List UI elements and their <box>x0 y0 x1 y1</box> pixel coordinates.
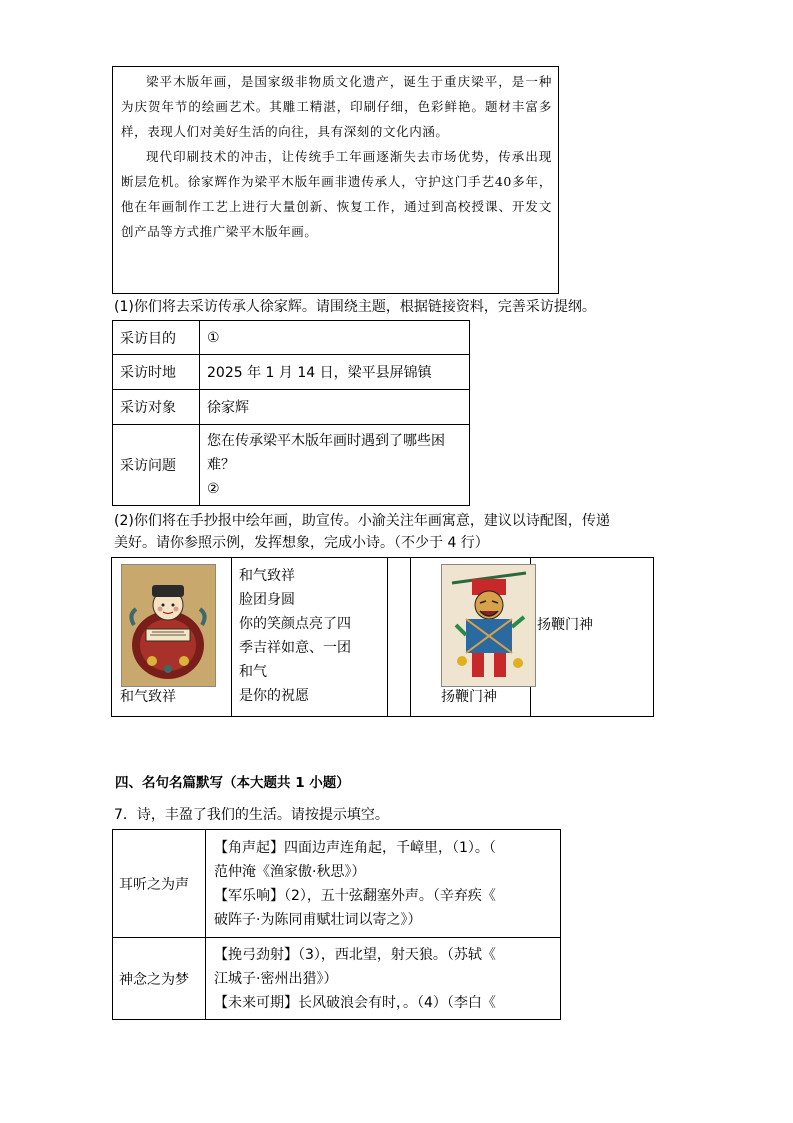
row-value: 徐家辉 <box>200 390 470 425</box>
question-1-prompt: (1)你们将去采访传承人徐家辉。请围绕主题，根据链接资料，完善采访提纲。 <box>114 299 596 315</box>
row-label: 采访目的 <box>113 321 200 355</box>
row-label: 神念之为梦 <box>113 938 206 1020</box>
row-label: 采访问题 <box>113 425 200 506</box>
dictation-line: 破阵子·为陈同甫赋壮词以寄之》） <box>214 911 422 928</box>
example-poem-line: 季吉祥如意、一团 <box>239 640 351 656</box>
example-poem-line: 你的笑颜点亮了四 <box>239 616 351 632</box>
poem-table <box>111 557 654 717</box>
row-label: 采访对象 <box>113 390 200 425</box>
example-poem-cell <box>232 558 388 717</box>
dictation-line: 【未来可期】长风破浪会有时，。（4）（李白《 <box>214 994 496 1011</box>
row-label: 采访时地 <box>113 355 200 390</box>
row-label: 耳听之为声 <box>113 830 206 938</box>
new-year-doll-image <box>121 564 216 687</box>
task-poem-title: 扬鞭门神 <box>537 617 593 633</box>
example-image-cell <box>112 558 232 717</box>
answer-blank-2[interactable]: ② <box>207 481 220 497</box>
row-value: 2025 年 1 月 14 日，梁平县屏锦镇 <box>200 355 470 390</box>
door-god-illustration <box>442 565 535 686</box>
material-paragraph-1: 梁平木版年画，是国家级非物质文化遗产，诞生于重庆梁平，是一种为庆贺年节的绘画艺术。其雕工精湛，印刷仔细，色彩鲜艳。题材丰富多样，表现人们对美好生活的向往，具有深刻的文化内涵。 <box>121 74 552 139</box>
reading-material <box>112 66 559 294</box>
dictation-content <box>206 938 561 1020</box>
task-image-cell <box>411 558 531 717</box>
interview-question: 您在传承梁平木版年画时遇到了哪些困难？ <box>207 433 445 473</box>
task-poem-cell[interactable] <box>531 558 654 717</box>
dictation-table <box>112 829 561 1020</box>
dictation-line: 【军乐响】（2），五十弦翻塞外声。（辛弃疾《 <box>214 887 496 904</box>
dictation-line: 【挽弓劲射】（3），西北望，射天狼。（苏轼《 <box>214 946 496 963</box>
question-7-prompt: 7．诗，丰盈了我们的生活。请按提示填空。 <box>114 807 389 823</box>
door-god-image <box>441 564 536 687</box>
material-paragraph-2: 现代印刷技术的冲击，让传统手工年画逐渐失去市场优势，传承出现断层危机。徐家辉作为梁平木版年画非遗传承人，守护这门手艺40多年，他在年画制作工艺上进行大量创新、恢复工作，通过到高校授课、开发文创产品等方式推广梁平木版年画。 <box>121 149 552 239</box>
new-year-doll-illustration <box>122 565 215 686</box>
example-poem-line: 脸团身圆 <box>239 592 295 608</box>
question-2-prompt-line1: (2)你们将在手抄报中绘年画，助宣传。小渝关注年画寓意，建议以诗配图，传递 <box>114 513 610 529</box>
dictation-content <box>206 830 561 938</box>
section-heading: 四、名句名篇默写（本大题共 1 小题） <box>115 775 350 791</box>
task-caption: 扬鞭门神 <box>441 689 497 705</box>
interview-question-cell <box>200 425 470 506</box>
question-2-prompt-line2: 美好。请你参照示例，发挥想象，完成小诗。（不少于 4 行） <box>114 535 489 551</box>
example-poem-line: 是你的祝愿 <box>239 688 309 704</box>
example-poem-line: 和气 <box>239 664 267 680</box>
dictation-line: 范仲淹《渔家傲·秋思》） <box>214 863 366 880</box>
example-caption: 和气致祥 <box>120 689 176 705</box>
interview-outline-table <box>112 320 470 506</box>
answer-blank-1[interactable]: ① <box>200 321 470 355</box>
dictation-line: 江城子·密州出猎》） <box>214 970 338 987</box>
example-poem-line: 和气致祥 <box>239 568 295 584</box>
dictation-line: 【角声起】四面边声连角起，千嶂里，（1）。（ <box>214 839 496 856</box>
spacer-cell <box>388 558 411 717</box>
